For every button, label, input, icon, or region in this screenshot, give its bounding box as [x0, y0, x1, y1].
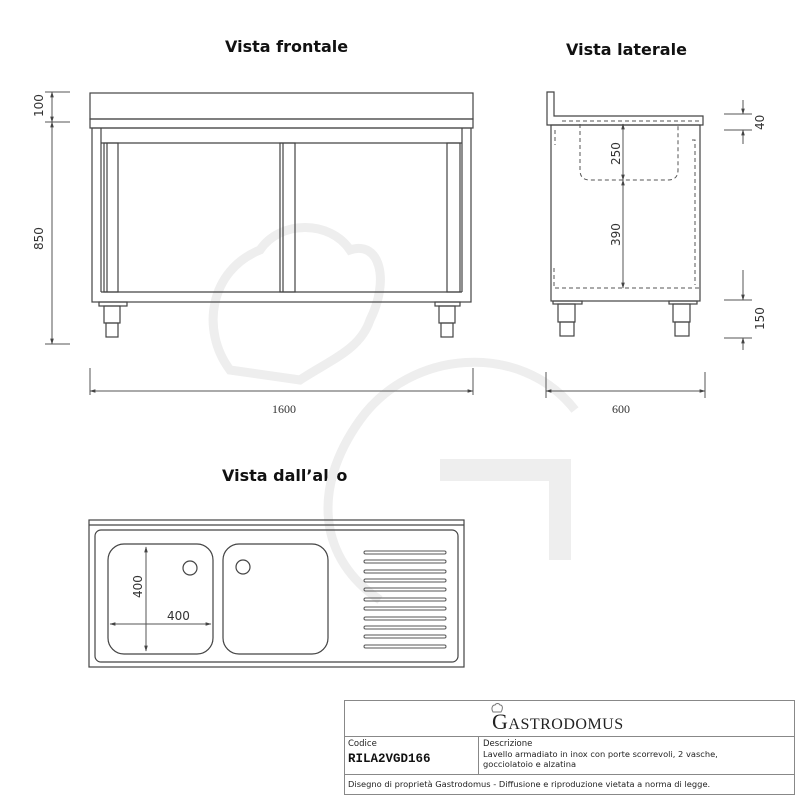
description-cell	[479, 737, 794, 774]
dim-top-basin-height: 400	[131, 575, 145, 598]
dim-side-under-basin: 390	[609, 223, 623, 246]
code-label: Codice	[348, 739, 377, 749]
drain-right	[236, 560, 250, 574]
description-label: Descrizione	[483, 739, 533, 749]
side-hidden-lines	[554, 121, 700, 288]
dim-side-rim-height: 40	[753, 114, 767, 130]
dim-side-depth: 600	[612, 402, 630, 416]
dim-front-cabinet-height: 850	[32, 227, 46, 250]
dim-front-top-height: 100	[32, 94, 46, 117]
top-dimensions	[110, 547, 211, 651]
code-cell	[345, 737, 479, 774]
side-view	[547, 92, 703, 336]
dim-side-basin-depth: 250	[609, 142, 623, 165]
copyright-notice: Disegno di proprietà Gastrodomus - Diffusione e riproduzione vietata a norma di legge.	[348, 779, 711, 789]
description-line-1: Lavello armadiato in inox con porte scorrevoli, 2 vasche,	[483, 749, 718, 759]
front-view-title: Vista frontale	[225, 37, 349, 56]
dim-front-width: 1600	[272, 402, 296, 416]
basin-right	[223, 544, 328, 654]
dim-top-basin-width: 400	[167, 609, 190, 623]
front-view	[90, 93, 473, 337]
description-line-2: gocciolatoio e alzatina	[483, 759, 577, 769]
title-block	[344, 700, 795, 795]
top-view-title: Vista dall’alto	[222, 466, 348, 485]
drain-left	[183, 561, 197, 575]
side-view-title: Vista laterale	[566, 40, 687, 59]
brand-logo	[345, 701, 794, 737]
dim-side-leg-height: 150	[753, 307, 767, 330]
side-dimensions	[546, 100, 752, 398]
front-dimensions	[45, 92, 473, 395]
code-value: RILA2VGD166	[348, 752, 431, 766]
basin-left	[108, 544, 213, 654]
brand-name: GASTRODOMUS	[492, 709, 624, 734]
